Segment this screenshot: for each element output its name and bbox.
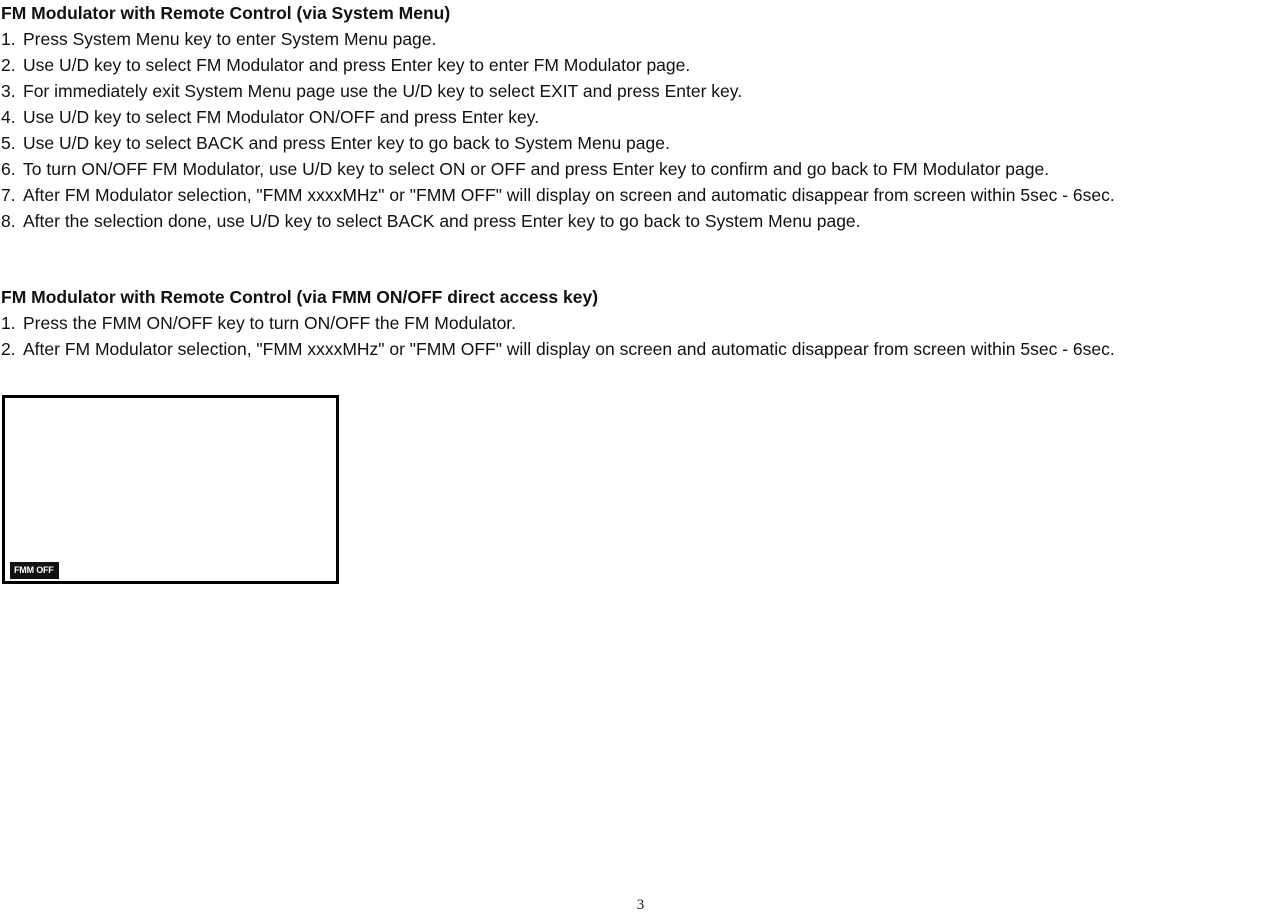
tv-screen-illustration [2,395,339,584]
instruction-list [0,26,1283,234]
fmm-off-osd-label: FMM OFF [10,562,59,579]
list-item [0,26,1283,52]
list-item [0,182,1283,208]
step-number: 1. [1,313,16,333]
instruction-list [0,310,1283,362]
list-item [0,52,1283,78]
step-text: To turn ON/OFF FM Modulator, use U/D key to select ON or OFF and press Enter key to confirm and go back to FM Modulator page. [23,159,1050,179]
step-text: Use U/D key to select FM Modulator and press Enter key to enter FM Modulator page. [23,55,691,75]
step-number: 2. [1,339,16,359]
step-number: 8. [1,211,16,231]
section-heading: FM Modulator with Remote Control (via FMM ON/OFF direct access key) [1,287,599,307]
step-text: After the selection done, use U/D key to select BACK and press Enter key to go back to System Menu page. [23,211,861,231]
step-number: 5. [1,133,16,153]
step-text: After FM Modulator selection, "FMM xxxxMHz" or "FMM OFF" will display on screen and automatic disappear from screen within 5sec - 6sec. [23,339,1115,359]
list-item [0,310,1283,336]
direct-access-section [0,284,1283,362]
step-text: After FM Modulator selection, "FMM xxxxMHz" or "FMM OFF" will display on screen and automatic disappear from screen within 5sec - 6sec. [23,185,1115,205]
step-number: 6. [1,159,16,179]
list-item [0,336,1283,362]
section-heading: FM Modulator with Remote Control (via System Menu) [1,3,451,23]
step-text: Use U/D key to select FM Modulator ON/OFF and press Enter key. [23,107,540,127]
list-item [0,78,1283,104]
list-item [0,208,1283,234]
system-menu-section [0,0,1283,234]
page-number: 3 [636,897,645,913]
step-text: Use U/D key to select BACK and press Enter key to go back to System Menu page. [23,133,670,153]
step-text: Press System Menu key to enter System Menu page. [23,29,437,49]
step-text: Press the FMM ON/OFF key to turn ON/OFF the FM Modulator. [23,313,517,333]
list-item [0,130,1283,156]
step-number: 7. [1,185,16,205]
step-number: 4. [1,107,16,127]
step-number: 2. [1,55,16,75]
step-text: For immediately exit System Menu page use the U/D key to select EXIT and press Enter key. [23,81,743,101]
list-item [0,104,1283,130]
step-number: 3. [1,81,16,101]
list-item [0,156,1283,182]
step-number: 1. [1,29,16,49]
